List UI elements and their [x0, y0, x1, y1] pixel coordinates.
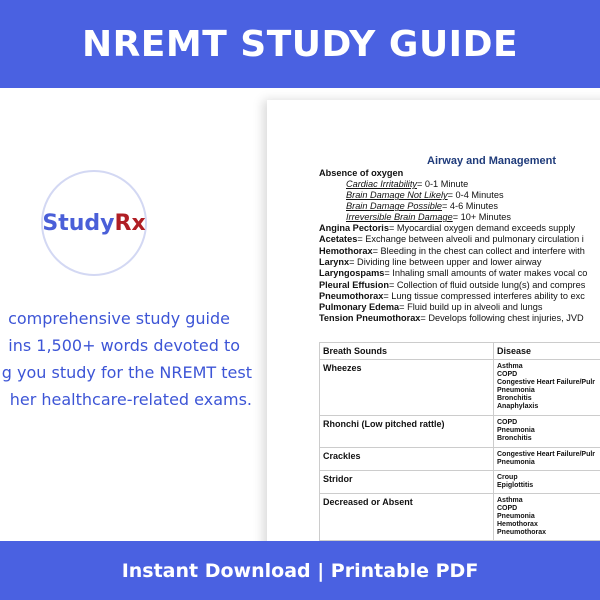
term: Brain Damage Possible	[346, 201, 443, 211]
disease-cell	[494, 360, 600, 416]
term: Laryngospams	[319, 268, 385, 279]
breath-sounds-table	[319, 342, 600, 541]
logo-rx: Rx	[114, 210, 146, 236]
table-header	[320, 343, 600, 360]
disease: COPD	[497, 419, 518, 426]
breath-sound-cell: Crackles	[320, 448, 494, 471]
header-cell: Breath Sounds	[320, 343, 494, 360]
glossary-term	[319, 234, 584, 244]
disease: Bronchitis	[497, 395, 532, 402]
absence-item	[346, 179, 468, 189]
blurb-line: comprehensive study guide	[8, 309, 230, 328]
footer-banner	[0, 541, 600, 600]
disease: Anaphylaxis	[497, 403, 539, 410]
definition: = Inhaling small amounts of water makes vocal co	[384, 268, 588, 279]
breath-sound-cell: Decreased or Absent	[320, 494, 494, 541]
disease: Epiglottitis	[497, 482, 534, 489]
table-row	[320, 471, 600, 494]
blurb-line: her healthcare-related exams.	[9, 390, 252, 409]
studyrx-logo	[41, 170, 147, 276]
breath-sound-cell: Stridor	[320, 471, 494, 494]
term: Acetates	[319, 234, 358, 245]
footer-text: Instant Download | Printable PDF	[121, 559, 479, 582]
table-row	[320, 360, 600, 416]
disease: Asthma	[497, 363, 523, 370]
disease: Pneumonia	[497, 387, 535, 394]
glossary-term	[319, 280, 585, 290]
term: Cardiac Irritability	[346, 179, 417, 189]
absence-heading: Absence of oxygen	[319, 168, 404, 178]
disease: Congestive Heart Failure/Pulr	[497, 379, 596, 386]
term: Larynx	[319, 256, 350, 267]
glossary-term	[319, 291, 585, 301]
definition: = Bleeding in the chest can collect and interfere with	[372, 245, 585, 256]
glossary-term	[319, 268, 587, 278]
disease: Asthma	[497, 497, 523, 504]
absence-item	[346, 201, 498, 211]
glossary-term	[319, 257, 541, 267]
document-title: Airway and Management	[427, 155, 556, 167]
definition: = Exchange between alveoli and pulmonary circulation i	[357, 234, 584, 245]
term: Angina Pectoris	[319, 223, 389, 233]
term: Pulmonary Edema	[319, 302, 400, 313]
blurb-line: ins 1,500+ words devoted to	[8, 336, 240, 355]
disease: Pneumothorax	[497, 529, 547, 536]
absence-item	[346, 212, 511, 222]
document-preview	[267, 100, 600, 560]
disease: Pneumonia	[497, 459, 535, 466]
header-cell: Disease	[494, 343, 600, 360]
glossary-term	[319, 246, 585, 256]
term: Pneumothorax	[319, 290, 384, 301]
term: Brain Damage Not Likely	[346, 190, 448, 200]
logo-study: Study	[42, 210, 115, 236]
disease: Hemothorax	[497, 521, 538, 528]
table-row	[320, 416, 600, 448]
definition: = 0-4 Minutes	[447, 190, 504, 200]
definition: = Collection of fluid outside lung(s) and compres	[388, 279, 586, 290]
term: Hemothorax	[319, 245, 373, 256]
breath-sound-cell: Rhonchi (Low pitched rattle)	[320, 416, 494, 448]
disease-cell	[494, 416, 600, 448]
definition: = Dividing line between upper and lower airway	[349, 256, 542, 267]
definition: = 10+ Minutes	[452, 212, 511, 222]
term: Tension Pneumothorax	[319, 313, 421, 324]
table-row	[320, 494, 600, 541]
term: Irreversible Brain Damage	[346, 212, 453, 222]
disease: COPD	[497, 371, 518, 378]
page-title: NREMT STUDY GUIDE	[81, 23, 519, 65]
term: Pleural Effusion	[319, 279, 389, 290]
definition: = 4-6 Minutes	[442, 201, 498, 211]
disease: Pneumonia	[497, 427, 535, 434]
breath-sound-cell: Wheezes	[320, 360, 494, 416]
header-banner	[0, 0, 600, 88]
definition: = Develops following chest injuries, JVD	[420, 313, 584, 324]
definition: = Lung tissue compressed interferes ability to exc	[383, 290, 585, 301]
glossary-term	[319, 302, 542, 312]
glossary-term	[319, 223, 575, 233]
glossary-term	[319, 313, 584, 323]
absence-item	[346, 190, 504, 200]
disease: Croup	[497, 474, 518, 481]
disease-cell	[494, 471, 600, 494]
definition: = Fluid build up in alveoli and lungs	[399, 302, 543, 313]
definition: = Myocardial oxygen demand exceeds supply	[388, 223, 576, 233]
disease: Bronchitis	[497, 435, 532, 442]
blurb-line: g you study for the NREMT test	[1, 363, 252, 382]
disease: Congestive Heart Failure/Pulr	[497, 451, 596, 458]
disease: COPD	[497, 505, 518, 512]
disease-cell	[494, 494, 600, 541]
table-row	[320, 448, 600, 471]
disease: Pneumonia	[497, 513, 535, 520]
disease-cell	[494, 448, 600, 471]
definition: = 0-1 Minute	[416, 179, 469, 189]
